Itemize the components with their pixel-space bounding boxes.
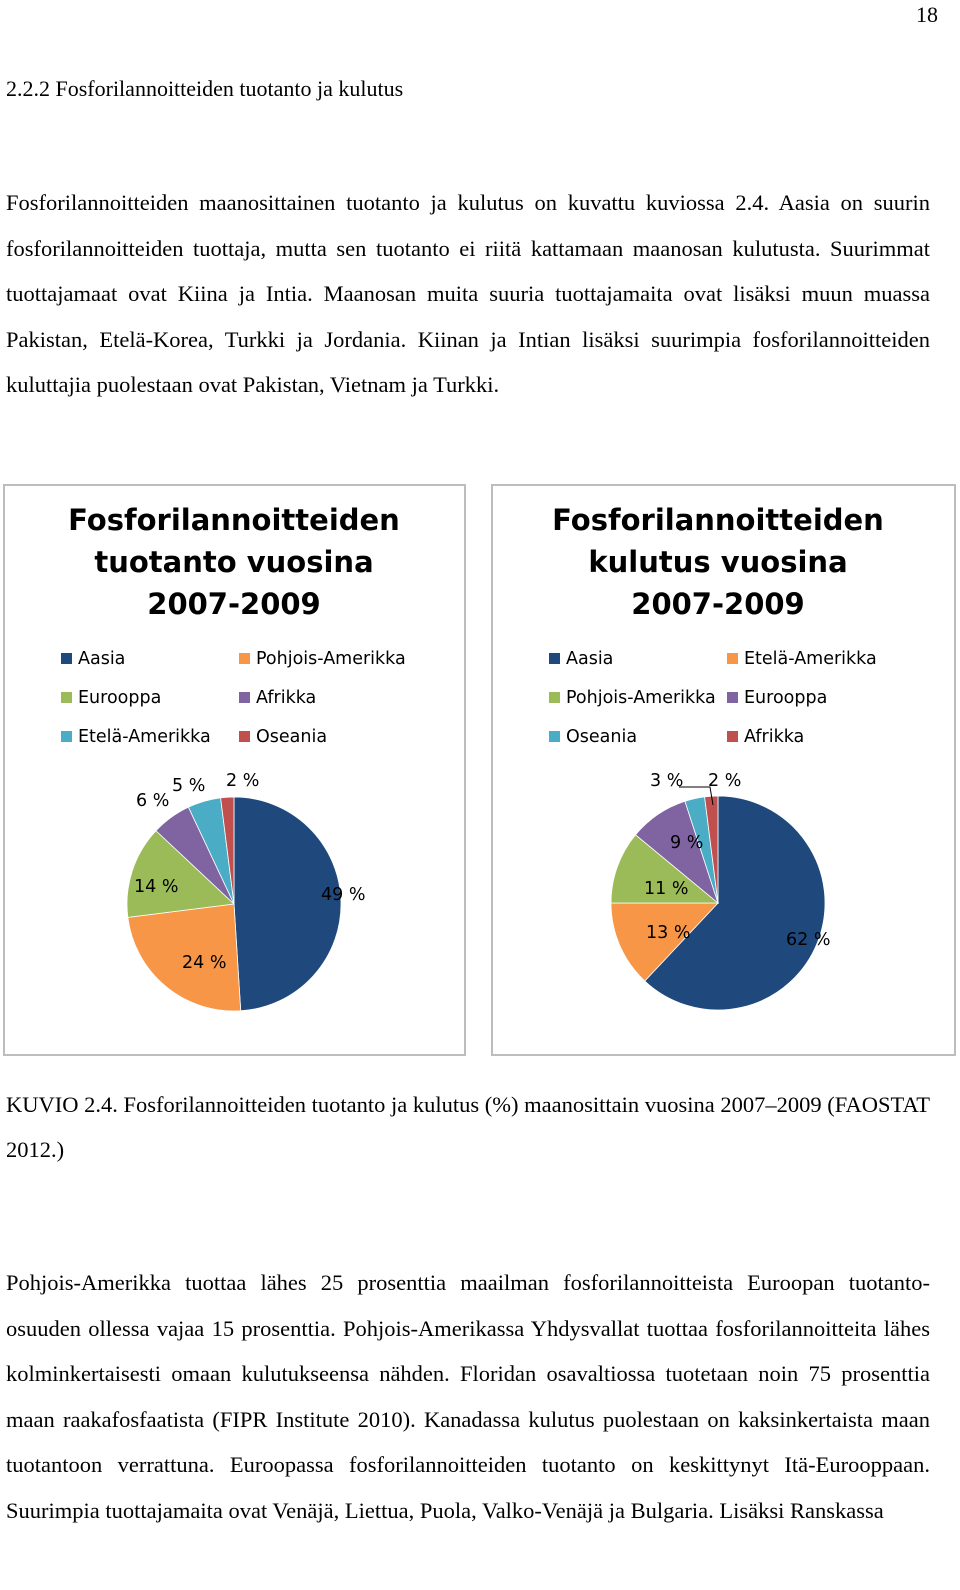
legend-label: Aasia (566, 649, 614, 669)
data-label: 3 % (650, 771, 684, 791)
legend-entry (239, 649, 406, 669)
section-heading: 2.2.2 Fosforilannoitteiden tuotanto ja kulutus (6, 76, 404, 101)
legend-swatch (61, 653, 72, 664)
legend-entry (727, 688, 827, 708)
legend-label: Etelä-Amerikka (78, 727, 211, 747)
legend-swatch (61, 692, 72, 703)
legend-label: Oseania (256, 727, 328, 747)
legend-entry (549, 688, 716, 708)
legend-entry (239, 688, 316, 708)
legend-entry (549, 727, 637, 747)
body-paragraph-1: Fosforilannoitteiden maanosittainen tuotanto ja kulutus on kuvattu kuviossa 2.4. Aasia on suurin fosforilannoitteiden tuottaja, mutta sen tuotanto ei riitä kattamaan maanosan kulutusta. Suurimmat tuottajamaat ovat Kiina ja Intia. Maanosan muita suuria tuottajamaita ovat lisäksi muun muassa Pakistan, Etelä-Korea, Turkki ja Jordania. Kiinan ja Intian lisäksi suurimpia fosforilannoitteiden kuluttajia puolestaan ovat Pakistan, Vietnam ja Turkki. (6, 190, 930, 397)
legend-entry (61, 727, 211, 747)
legend-label: Oseania (566, 727, 638, 747)
consumption-pie-chart-frame (491, 484, 956, 1056)
legend-swatch (727, 731, 738, 742)
data-label: 6 % (136, 791, 170, 811)
legend-swatch (239, 731, 250, 742)
legend-swatch (239, 653, 250, 664)
legend-swatch (239, 692, 250, 703)
legend-swatch (549, 653, 560, 664)
chart-title-line: Fosforilannoitteiden (68, 503, 400, 537)
legend-swatch (727, 692, 738, 703)
legend-label: Afrikka (744, 727, 805, 747)
legend-entry (239, 727, 327, 747)
legend-label: Etelä-Amerikka (744, 649, 877, 669)
data-label: 9 % (670, 833, 704, 853)
chart-title-line: kulutus vuosina (588, 545, 848, 579)
data-label: 49 % (321, 885, 366, 905)
data-label: 14 % (134, 877, 179, 897)
chart-title-line: 2007-2009 (631, 587, 805, 621)
legend-label: Pohjois-Amerikka (566, 688, 716, 708)
legend-entry (61, 649, 125, 669)
legend-entry (727, 649, 877, 669)
data-label: 2 % (708, 771, 742, 791)
page-number: 18 (916, 2, 938, 27)
chart-title-line: tuotanto vuosina (94, 545, 374, 579)
chart-title-line: Fosforilannoitteiden (552, 503, 884, 537)
legend-swatch (549, 731, 560, 742)
legend-label: Pohjois-Amerikka (256, 649, 406, 669)
legend-swatch (61, 731, 72, 742)
production-pie-chart-frame (3, 484, 466, 1056)
data-label: 11 % (644, 879, 689, 899)
legend-label: Eurooppa (744, 688, 828, 708)
data-label: 5 % (172, 776, 206, 796)
production-pie-chart (5, 486, 464, 1054)
legend-label: Aasia (78, 649, 126, 669)
data-label: 13 % (646, 923, 691, 943)
consumption-pie-chart (493, 486, 954, 1054)
legend-label: Afrikka (256, 688, 317, 708)
legend-entry (727, 727, 804, 747)
data-label: 2 % (226, 771, 260, 791)
chart-title-line: 2007-2009 (147, 587, 321, 621)
legend-entry (61, 688, 161, 708)
data-label: 62 % (786, 930, 831, 950)
legend-swatch (727, 653, 738, 664)
data-label: 24 % (182, 953, 227, 973)
legend-swatch (549, 692, 560, 703)
body-paragraph-2: Pohjois-Amerikka tuottaa lähes 25 prosenttia maailman fosforilannoitteista Euroopan tuotanto-osuuden ollessa vajaa 15 prosenttia. Pohjois-Amerikassa Yhdysvallat tuottaa fosforilannoitteita lähes kolminkertaisesti omaan kulutukseensa nähden. Floridan osavaltiossa tuotetaan noin 75 prosenttia maan raakafosfaatista (FIPR Institute 2010). Kanadassa kulutus puolestaan on kaksinkertaista maan tuotantoon verrattuna. Euroopassa fosforilannoitteiden tuotanto on keskittynyt Itä-Eurooppaan. Suurimpia tuottajamaita ovat Venäjä, Liettua, Puola, Valko-Venäjä ja Bulgaria. Lisäksi Ranskassa (6, 1270, 930, 1523)
figure-caption: KUVIO 2.4. Fosforilannoitteiden tuotanto ja kulutus (%) maanosittain vuosina 2007–2009 (FAOSTAT 2012.) (6, 1092, 930, 1162)
legend-entry (549, 649, 613, 669)
legend-label: Eurooppa (78, 688, 162, 708)
